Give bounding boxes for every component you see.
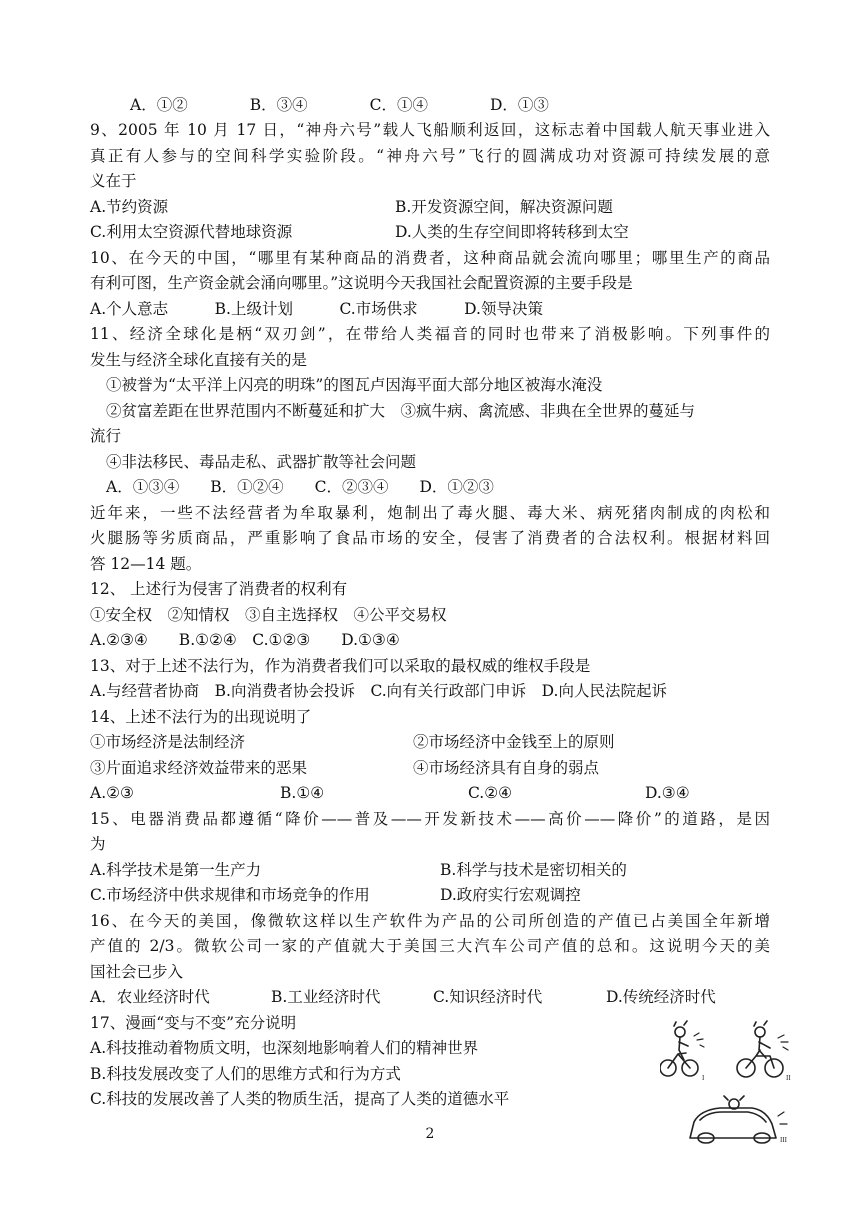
q16-stem-3: 国社会已步入 xyxy=(90,963,184,981)
page-number: 2 xyxy=(425,1126,435,1142)
q9-option-d: D.人类的生存空间即将转移到太空 xyxy=(395,223,629,241)
q14-option-a: A.②③ xyxy=(90,784,134,802)
q14-stem: 14、上述不法行为的出现说明了 xyxy=(90,708,312,726)
q14-item-1: ①市场经济是法制经济 xyxy=(90,733,246,751)
q15-option-a: A.科学技术是第一生产力 xyxy=(90,861,262,879)
q16-option-c: C.知识经济时代 xyxy=(433,988,543,1006)
material-3: 答 12—14 题。 xyxy=(90,555,202,573)
q11-options: A．①③④ B．①②④ C．②③④ D．①②③ xyxy=(106,478,494,496)
cartoon-label-2: II xyxy=(786,1074,791,1082)
q14-item-3: ③片面追求经济效益带来的恶果 xyxy=(90,759,308,777)
cartoon-label-3: III xyxy=(780,1136,787,1144)
q15-option-d: D.政府实行宏观调控 xyxy=(440,886,581,904)
q11-stem-1: 11、经济全球化是柄“双刃剑”，在带给人类福音的同时也带来了消极影响。下列事件的 xyxy=(90,325,770,343)
q12-stem: 12、 上述行为侵害了消费者的权利有 xyxy=(90,580,348,598)
q9-stem-1: 9、2005 年 10 月 17 日，“神舟六号”载人飞船顺利返回，这标志着中国载人航天事业进入 xyxy=(90,121,770,139)
material-2: 火腿肠等劣质商品，严重影响了食品市场的安全，侵害了消费者的合法权利。根据材料回 xyxy=(90,529,770,547)
q11-item-1: ①被誉为“太平洋上闪亮的明珠”的图瓦卢因海平面大部分地区被海水淹没 xyxy=(106,376,603,394)
q11-stem-2: 发生与经济全球化直接有关的是 xyxy=(90,351,308,369)
q14-item-2: ②市场经济中金钱至上的原则 xyxy=(413,733,615,751)
q14-item-4: ④市场经济具有自身的弱点 xyxy=(413,759,600,777)
q16-option-d: D.传统经济时代 xyxy=(606,988,716,1006)
q13-stem: 13、对于上述不法行为，作为消费者我们可以采取的最权威的维权手段是 xyxy=(90,657,591,675)
q10-options: A.个人意志 B.上级计划 C.市场供求 D.领导决策 xyxy=(90,300,543,318)
q14-option-d: D.③④ xyxy=(645,784,690,802)
q9-option-a: A.节约资源 xyxy=(90,198,169,216)
q9-stem-2: 真正有人参与的空间科学实验阶段。“神舟六号”飞行的圆满成功对资源可持续发展的意 xyxy=(90,147,770,165)
q14-option-b: B.①④ xyxy=(280,784,325,802)
q16-option-a: A．农业经济时代 xyxy=(90,988,210,1006)
q14-option-c: C.②④ xyxy=(468,784,513,802)
q13-options: A.与经营者协商 B.向消费者协会投诉 C.向有关行政部门申诉 D.向人民法院起诉 xyxy=(90,682,667,700)
material-1: 近年来，一些不法经营者为牟取暴利，炮制出了毒火腿、毒大米、病死猪肉制成的肉松和 xyxy=(90,504,770,522)
q16-option-b: B.工业经济时代 xyxy=(271,988,381,1006)
q12-items: ①安全权 ②知情权 ③自主选择权 ④公平交易权 xyxy=(90,606,447,624)
q11-item-3-cont: 流行 xyxy=(90,427,122,445)
q15-stem-2: 为 xyxy=(90,835,106,853)
q10-stem-2: 有利可图，生产资金就会涌向哪里。”这说明今天我国社会配置资源的主要手段是 xyxy=(90,274,633,292)
q9-option-b: B.开发资源空间，解决资源问题 xyxy=(395,198,613,216)
q15-option-b: B.科学与技术是密切相关的 xyxy=(440,861,627,879)
q9-option-c: C.利用太空资源代替地球资源 xyxy=(90,223,293,241)
q17-stem: 17、漫画“变与不变”充分说明 xyxy=(90,1014,297,1032)
q16-stem-1: 16、在今天的美国，像微软这样以生产软件为产品的公司所创造的产值已占美国全年新增 xyxy=(90,912,770,930)
q15-option-c: C.市场经济中供求规律和市场竞争的作用 xyxy=(90,886,370,904)
q9-stem-3: 义在于 xyxy=(90,172,137,190)
cartoon-label-1: I xyxy=(702,1074,705,1082)
q11-item-2-3: ②贫富差距在世界范围内不断蔓延和扩大 ③疯牛病、禽流感、非典在全世界的蔓延与 xyxy=(106,402,696,420)
q15-stem-1: 15、电器消费品都遵循“降价——普及——开发新技术——高价——降价”的道路，是因 xyxy=(90,810,770,828)
q10-stem-1: 10、在今天的中国，“哪里有某种商品的消费者，这种商品就会流向哪里；哪里生产的商品 xyxy=(90,249,770,267)
q16-stem-2: 产值的 2/3。微软公司一家的产值就大于美国三大汽车公司产值的总和。这说明今天的美 xyxy=(90,937,770,955)
q8-options: A．①② B．③④ C．①④ D．①③ xyxy=(130,96,549,114)
q17-option-a: A.科技推动着物质文明，也深刻地影响着人们的精神世界 xyxy=(90,1039,479,1057)
q11-item-4: ④非法移民、毒品走私、武器扩散等社会问题 xyxy=(106,453,417,471)
q17-option-b: B.科技发展改变了人们的思维方式和行为方式 xyxy=(90,1065,401,1083)
q17-option-c: C.科技的发展改善了人类的物质生活，提高了人类的道德水平 xyxy=(90,1090,510,1108)
q12-options: A.②③④ B.①②④ C.①②③ D.①③④ xyxy=(90,631,400,649)
